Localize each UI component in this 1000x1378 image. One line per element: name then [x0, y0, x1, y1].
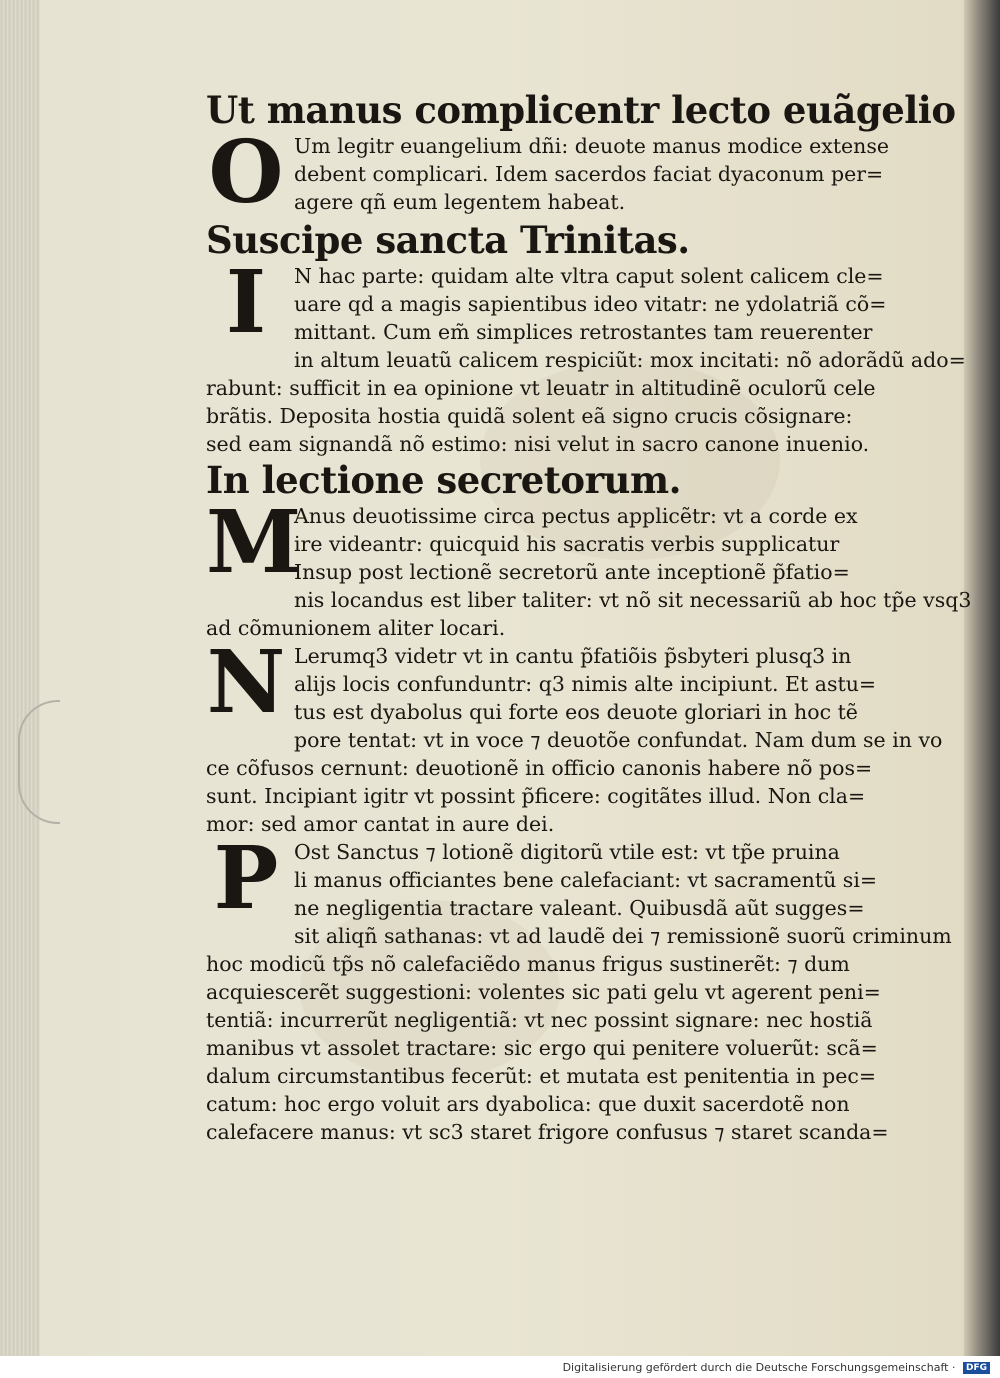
text-line: Lerumq3 videtr vt in cantu p̃fatiõis p̃sbyteri plusq3 in: [294, 644, 852, 668]
text-line: alijs locis confunduntr: q3 nimis alte incipiunt. Et astu=: [294, 672, 877, 696]
text-line: Anus deuotissime circa pectus applicẽtr: vt a corde ex: [294, 504, 858, 528]
decorated-initial: P: [213, 828, 279, 929]
text-line: agere qñ eum legentem habeat.: [294, 190, 626, 214]
text-line: sed eam signandã nõ estimo: nisi velut in sacro canone inuenio.: [206, 432, 870, 456]
book-binding: [964, 0, 1000, 1378]
text-line: calefacere manus: vt sc3 staret frigore confusus ⁊ staret scanda=: [206, 1120, 889, 1144]
text-line: li manus officiantes bene calefaciant: vt sacramentũ si=: [294, 868, 878, 892]
text-line: mittant. Cum em̃ simplices retrostantes tam reuerenter: [294, 320, 873, 344]
page-clip: [18, 700, 60, 824]
decorated-initial: M: [206, 492, 302, 593]
text-line: pore tentat: vt in voce ⁊ deuotõe confundat. Nam dum se in vo: [294, 728, 943, 752]
text-line: in altum leuatũ calicem respiciũt: mox incitati: nõ adorãdũ ado=: [294, 348, 966, 372]
text-line: mor: sed amor cantat in aure dei.: [206, 812, 555, 836]
text-line: hoc modicũ tp̃s nõ calefaciẽdo manus frigus sustinerẽt: ⁊ dum: [206, 952, 850, 976]
text-line: uare qd a magis sapientibus ideo vitatr: ne ydolatriã cõ=: [294, 292, 887, 316]
text-line: debent complicari. Idem sacerdos faciat dyaconum per=: [294, 162, 884, 186]
text-line: Insup post lectionẽ secretorũ ante inceptionẽ p̃fatio=: [294, 560, 850, 584]
text-line: brãtis. Deposita hostia quidã solent eã signo crucis cõsignare:: [206, 404, 853, 428]
paragraph: [206, 828, 952, 1146]
text-line: ad cõmunionem aliter locari.: [206, 616, 506, 640]
section-heading: Ut manus complicentr lecto euãgelio: [206, 88, 956, 132]
text-line: sunt. Incipiant igitr vt possint p̃ficere: cogitãtes illud. Non cla=: [206, 784, 866, 808]
page-edge-stack: [0, 0, 40, 1360]
section-heading: In lectione secretorum.: [206, 458, 681, 502]
text-line: rabunt: sufficit in ea opinione vt leuatr in altitudinẽ oculorũ cele: [206, 376, 876, 400]
footer-bar: [0, 1356, 1000, 1378]
dfg-logo: DFG: [963, 1362, 990, 1374]
decorated-initial: I: [225, 252, 267, 353]
paragraph: [206, 492, 972, 642]
text-line: ce cõfusos cernunt: deuotionẽ in officio canonis habere nõ pos=: [206, 756, 873, 780]
footer-credit: [563, 1361, 990, 1374]
text-line: acquiescerẽt suggestioni: volentes sic pati gelu vt agerent peni=: [206, 980, 881, 1004]
footer-credit-text: Digitalisierung gefördert durch die Deutsche Forschungsgemeinschaft ·: [562, 1361, 956, 1374]
text-line: catum: hoc ergo voluit ars dyabolica: que duxit sacerdotẽ non: [206, 1092, 850, 1116]
text-line: nis locandus est liber taliter: vt nõ sit necessariũ ab hoc tp̃e vsq3: [294, 588, 972, 612]
decorated-initial: O: [208, 122, 284, 223]
text-line: Um legitr euangelium dñi: deuote manus modice extense: [294, 134, 890, 158]
text-line: sit aliqñ sathanas: vt ad laudẽ dei ⁊ remissionẽ suorũ criminum: [294, 924, 952, 948]
text-line: ire videantr: quicquid his sacratis verbis supplicatur: [294, 532, 840, 556]
paragraph: [206, 632, 943, 838]
text-block: [206, 88, 972, 1146]
text-line: manibus vt assolet tractare: sic ergo qui penitere voluerũt: scã=: [206, 1036, 878, 1060]
paragraph: [206, 252, 966, 458]
text-line: tentiã: incurrerũt negligentiã: vt nec possint signare: nec hostiã: [206, 1008, 873, 1032]
text-line: ne negligentia tractare valeant. Quibusdã aũt sugges=: [294, 896, 865, 920]
text-line: tus est dyabolus qui forte eos deuote gloriari in hoc tẽ: [294, 700, 858, 724]
section-heading: Suscipe sancta Trinitas.: [206, 218, 690, 262]
text-line: dalum circumstantibus fecerũt: et mutata est penitentia in pec=: [206, 1064, 877, 1088]
paragraph: [206, 122, 890, 223]
text-line: N hac parte: quidam alte vltra caput solent calicem cle=: [294, 264, 884, 288]
text-line: Ost Sanctus ⁊ lotionẽ digitorũ vtile est: vt tp̃e pruina: [294, 840, 840, 864]
decorated-initial: N: [206, 632, 286, 733]
